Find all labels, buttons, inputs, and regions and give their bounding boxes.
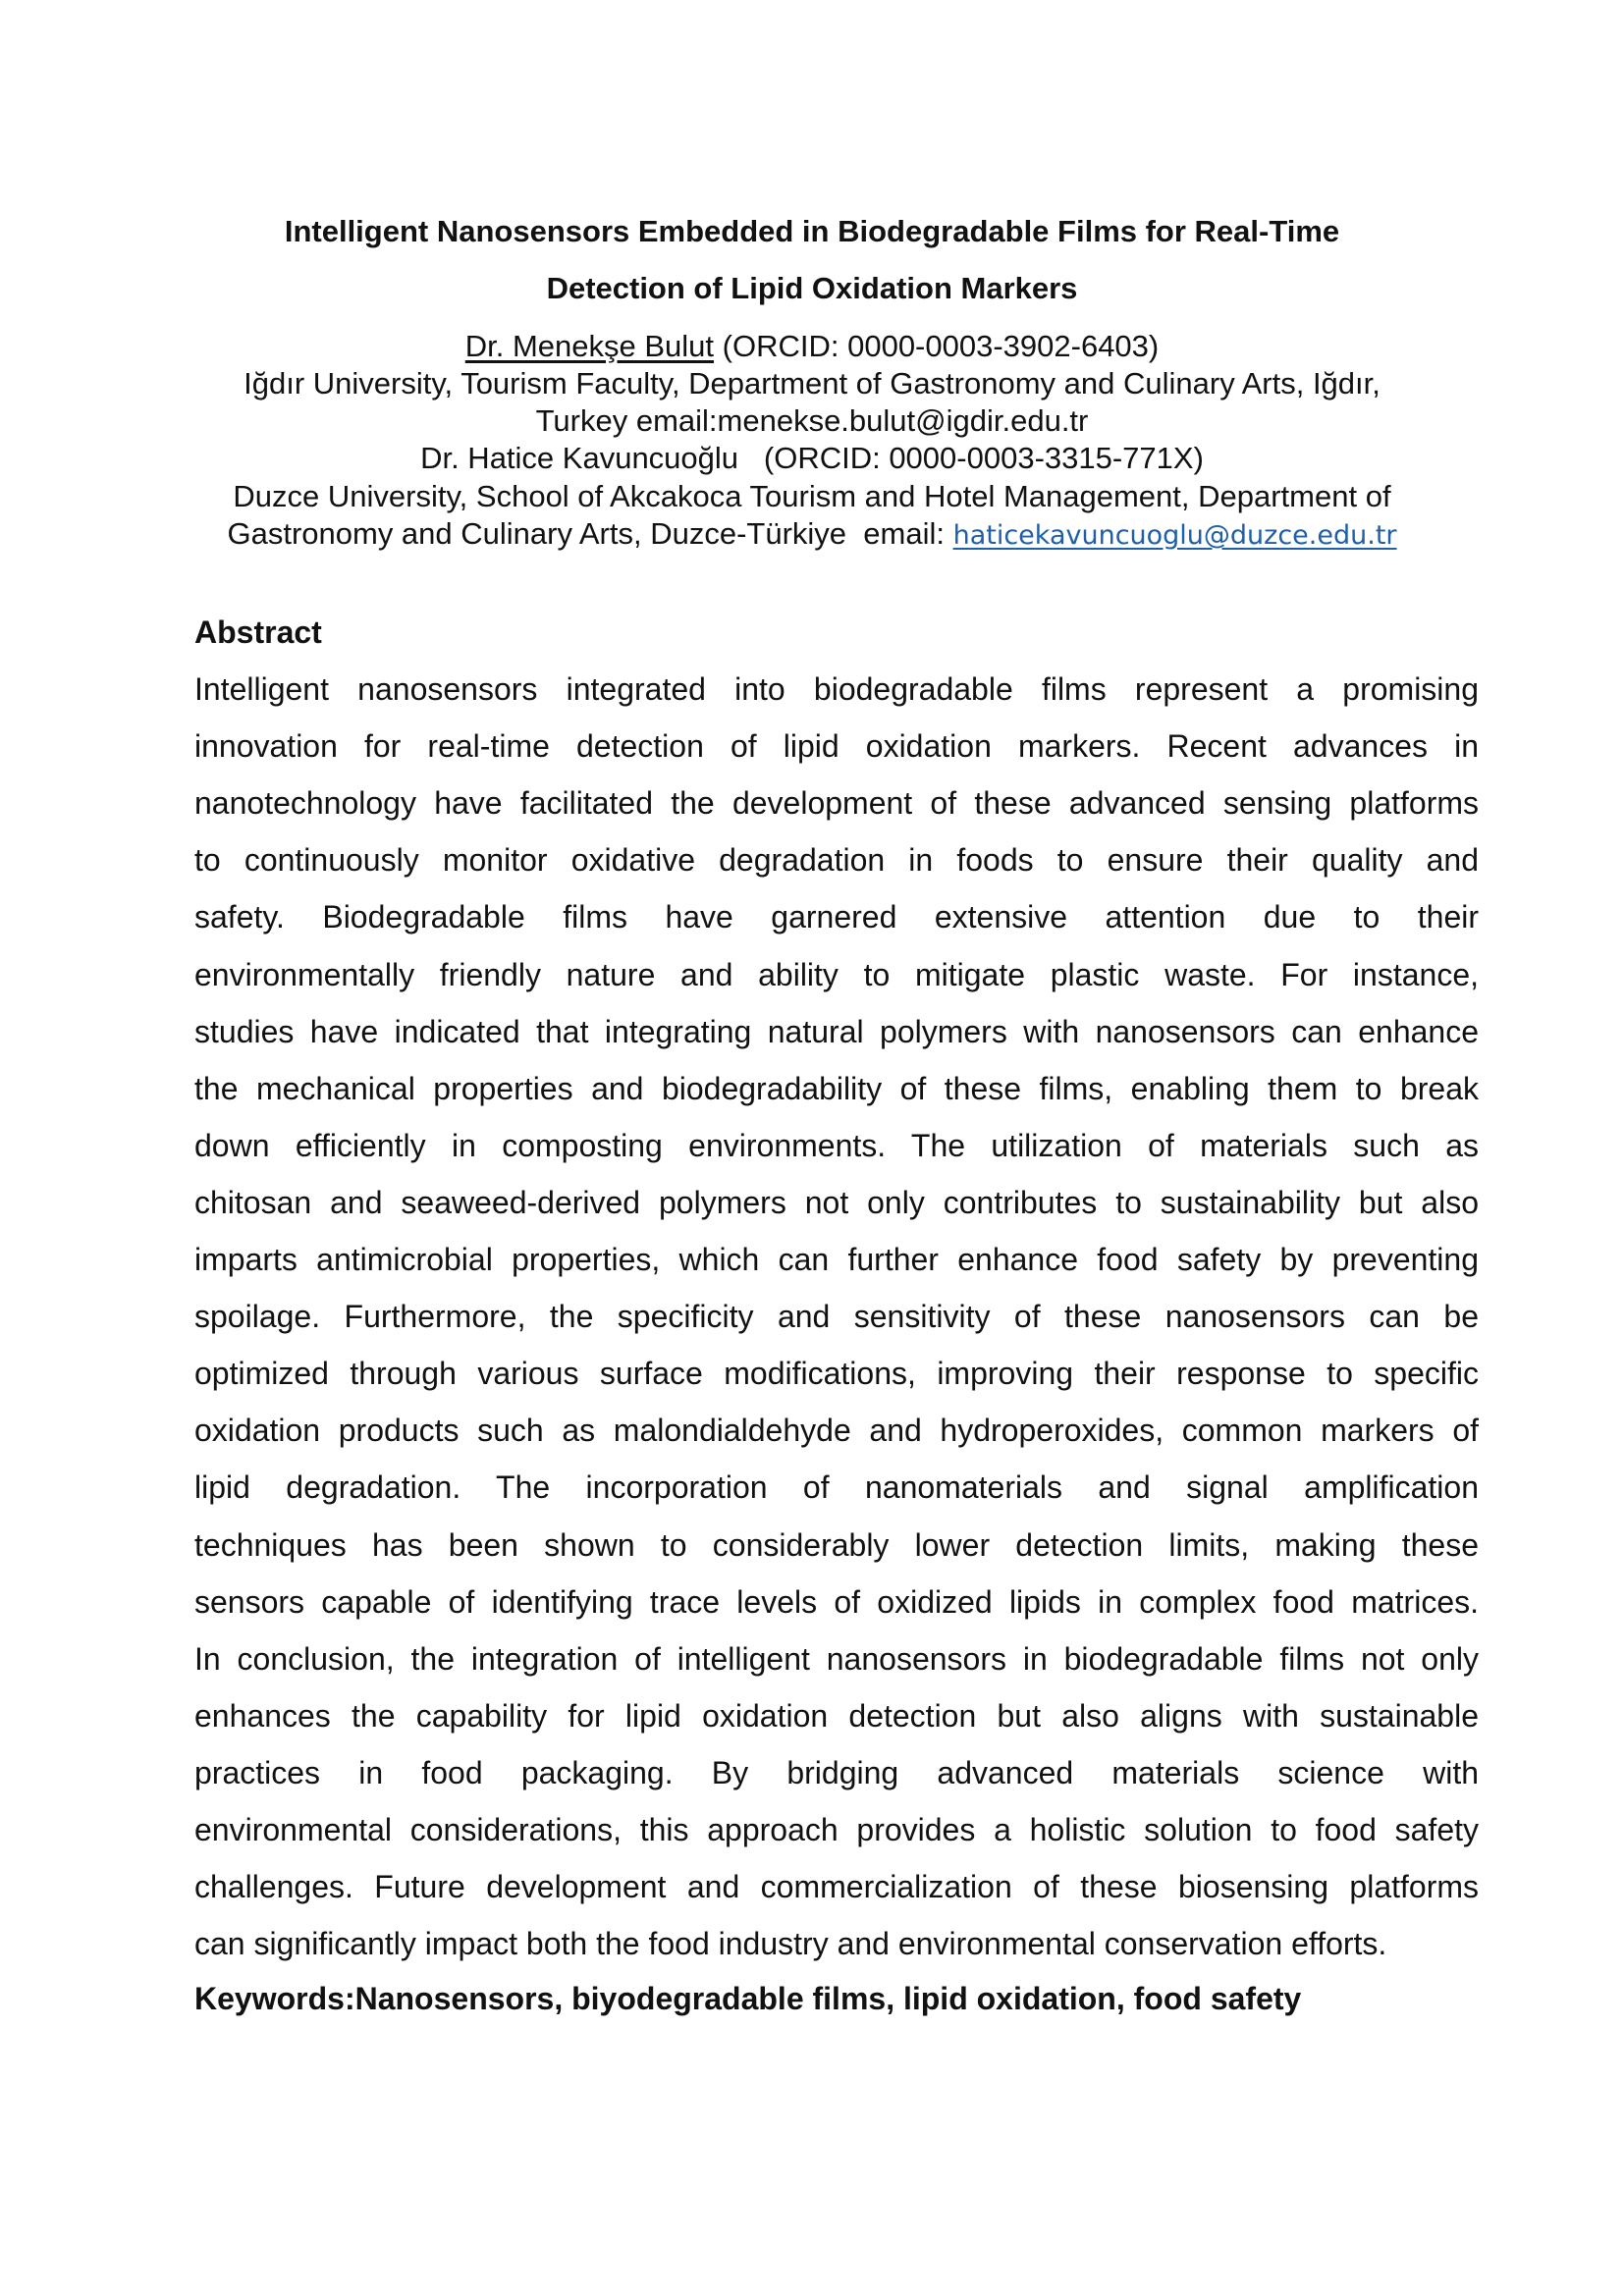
author-1-orcid: (ORCID: 0000-0003-3902-6403) — [714, 329, 1160, 363]
abstract-line: techniques has been shown to considerably lower detection limits, making these — [194, 1527, 1479, 1563]
abstract-line: can significantly impact both the food industry and environmental conservation efforts. — [194, 1926, 1387, 1961]
abstract-line: oxidation products such as malondialdehyde and hydroperoxides, common markers of — [194, 1413, 1479, 1448]
abstract-line: Intelligent nanosensors integrated into biodegradable films represent a promising — [194, 671, 1479, 707]
paper-title-line-2: Detection of Lipid Oxidation Markers — [546, 271, 1078, 305]
abstract-line: environmentally friendly nature and ability to mitigate plastic waste. For instance, — [194, 957, 1479, 992]
abstract-line: spoilage. Furthermore, the specificity and sensitivity of these nanosensors can be — [194, 1299, 1479, 1334]
author-2-email-link[interactable]: haticekavuncuoglu@duzce.edu.tr — [952, 520, 1397, 551]
author-2-orcid: (ORCID: 0000-0003-3315-771X) — [738, 441, 1204, 475]
abstract-line: imparts antimicrobial properties, which can further enhance food safety by preventing — [194, 1242, 1479, 1277]
author-1-affiliation-line-2: Turkey email:menekse.bulut@igdir.edu.tr — [535, 403, 1089, 438]
author-1-affiliation-line-1: Iğdır University, Tourism Faculty, Department of Gastronomy and Culinary Arts, Iğdır, — [244, 366, 1380, 400]
abstract-line: nanotechnology have facilitated the development of these advanced sensing platforms — [194, 785, 1479, 821]
paper-title-line-1: Intelligent Nanosensors Embedded in Biodegradable Films for Real-Time — [284, 214, 1340, 248]
abstract-heading: Abstract — [194, 614, 322, 650]
author-1-name: Dr. Menekşe Bulut — [464, 329, 715, 363]
abstract-line: environmental considerations, this approach provides a holistic solution to food safety — [194, 1812, 1479, 1847]
abstract-line: chitosan and seaweed-derived polymers not only contributes to sustainability but also — [194, 1185, 1479, 1220]
abstract-line: sensors capable of identifying trace levels of oxidized lipids in complex food matrices. — [194, 1584, 1479, 1620]
abstract-line: challenges. Future development and commercialization of these biosensing platforms — [194, 1869, 1479, 1904]
abstract-line: innovation for real-time detection of lipid oxidation markers. Recent advances in — [194, 728, 1479, 764]
abstract-line: to continuously monitor oxidative degradation in foods to ensure their quality and — [194, 842, 1479, 878]
author-1-line — [0, 328, 1624, 365]
abstract-line: down efficiently in composting environments. The utilization of materials such as — [194, 1128, 1479, 1163]
author-2-line — [0, 440, 1624, 477]
author-2-affiliation-line-1: Duzce University, School of Akcakoca Tourism and Hotel Management, Department of — [233, 479, 1391, 513]
abstract-line: In conclusion, the integration of intelligent nanosensors in biodegradable films not only — [194, 1641, 1479, 1677]
keywords-line: Keywords:Nanosensors, biyodegradable films, lipid oxidation, food safety — [194, 1981, 1302, 2016]
abstract-line: practices in food packaging. By bridging advanced materials science with — [194, 1755, 1479, 1790]
abstract-line: lipid degradation. The incorporation of nanomaterials and signal amplification — [194, 1469, 1479, 1505]
author-2-affiliation-text: Gastronomy and Culinary Arts, Duzce-Türkiye email: — [227, 516, 953, 551]
abstract-line: studies have indicated that integrating natural polymers with nanosensors can enhance — [194, 1014, 1479, 1049]
author-2-affiliation-line-2 — [0, 515, 1624, 555]
abstract-line: the mechanical properties and biodegradability of these films, enabling them to break — [194, 1071, 1479, 1106]
abstract-line: optimized through various surface modifications, improving their response to specific — [194, 1356, 1479, 1391]
abstract-line: safety. Biodegradable films have garnered extensive attention due to their — [194, 899, 1479, 934]
author-2-name: Dr. Hatice Kavuncuoğlu — [420, 441, 739, 475]
abstract-line: enhances the capability for lipid oxidation detection but also aligns with sustainable — [194, 1698, 1479, 1734]
